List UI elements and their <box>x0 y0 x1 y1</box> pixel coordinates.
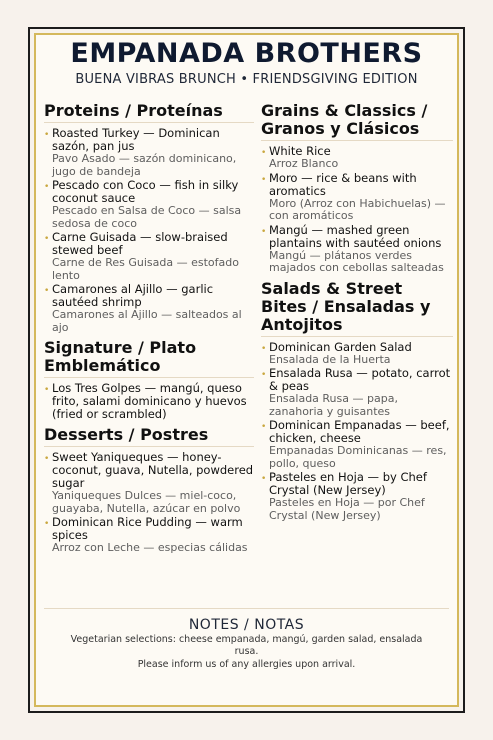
section-heading-desserts: Desserts / Postres <box>44 426 254 447</box>
bullet-icon: • <box>44 454 50 464</box>
bullet-icon: • <box>261 370 267 380</box>
section-grains <box>261 102 453 275</box>
item-name-en: White Rice <box>269 144 331 158</box>
notes-title: NOTES / NOTAS <box>188 617 305 633</box>
desserts-list <box>44 451 254 555</box>
item-name-es: Empanadas Dominicanas — res, pollo, queso <box>269 444 447 470</box>
item-name-en: Pescado con Coco — fish in silky coconut sauce <box>52 178 239 205</box>
item-name-en: Dominican Rice Pudding — warm spices <box>52 515 243 542</box>
item-name-es: Camarones al Ajillo — salteados al ajo <box>52 308 242 334</box>
item-name-es: Carne de Res Guisada — estofado lento <box>52 256 239 282</box>
item-name-en: Mangú — mashed green plantains with sautéed onions <box>269 222 442 250</box>
item-name-es: Arroz con Leche — especias cálidas <box>52 541 248 554</box>
item-name-es: Pavo Asado — sazón dominicano, jugo de bandeja <box>52 152 237 178</box>
bullet-icon: • <box>261 148 267 158</box>
menu-subtitle: BUENA VIBRAS BRUNCH • FRIENDSGIVING EDITION <box>75 72 418 87</box>
bullet-icon: • <box>261 422 267 432</box>
signature-list <box>44 382 254 421</box>
list-item <box>44 231 254 282</box>
list-item <box>261 419 453 470</box>
item-name-es: Yaniqueques Dulces — miel-coco, guayaba, Nutella, azúcar en polvo <box>52 489 241 515</box>
item-name-en: Los Tres Golpes — mangú, queso frito, salami dominicano y huevos (fried or scrambled) <box>52 381 247 421</box>
section-heading-signature: Signature / Plato Emblemático <box>44 339 254 378</box>
list-item <box>44 451 254 515</box>
bullet-icon: • <box>44 234 50 244</box>
item-name-es: Moro (Arroz con Habichuelas) — con aromáticos <box>269 196 446 222</box>
salads-list <box>261 341 453 523</box>
right-column <box>261 102 453 527</box>
item-name-en: Roasted Turkey — Dominican sazón, pan jus <box>52 126 220 153</box>
bullet-icon: • <box>44 182 50 192</box>
bullet-icon: • <box>44 130 50 140</box>
notes-vegetarian: Vegetarian selections: cheese empanada, mangú, garden salad, ensalada rusa. <box>70 634 423 657</box>
list-item <box>261 145 453 171</box>
item-name-es: Arroz Blanco <box>269 157 339 170</box>
section-desserts <box>44 426 254 555</box>
item-name-es: Ensalada Rusa — papa, zanahoria y guisantes <box>269 392 398 418</box>
section-heading-salads: Salads & Street Bites / Ensaladas y Antojitos <box>261 280 453 337</box>
bullet-icon: • <box>261 174 267 185</box>
bullet-icon: • <box>44 519 50 529</box>
bullet-icon: • <box>44 286 50 296</box>
proteins-list <box>44 127 254 334</box>
item-name-en: Dominican Garden Salad <box>269 339 412 354</box>
list-item <box>261 224 453 275</box>
menu-title: EMPANADA BROTHERS <box>70 38 423 69</box>
left-column <box>44 102 254 560</box>
item-name-en: Ensalada Rusa — potato, carrot & peas <box>269 366 451 393</box>
list-item <box>261 341 453 367</box>
bullet-icon: • <box>44 385 50 395</box>
item-name-en: Pasteles en Hoja — by Chef Crystal (New Jersey) <box>269 470 427 497</box>
list-item <box>44 382 254 421</box>
item-name-en: Sweet Yaniqueques — honey-coconut, guava, Nutella, powdered sugar <box>52 450 254 490</box>
section-salads <box>261 280 453 523</box>
section-signature <box>44 339 254 421</box>
item-name-en: Moro — rice & beans with aromatics <box>269 170 417 198</box>
notes-divider <box>44 608 449 609</box>
item-name-en: Camarones al Ajillo — garlic sautéed shrimp <box>52 282 214 309</box>
bullet-icon: • <box>261 226 267 237</box>
list-item <box>44 179 254 230</box>
item-name-es: Ensalada de la Huerta <box>269 352 391 366</box>
item-name-es: Pescado en Salsa de Coco — salsa sedosa de coco <box>52 204 242 230</box>
section-heading-proteins: Proteins / Proteínas <box>44 102 254 123</box>
item-name-en: Dominican Empanadas — beef, chicken, cheese <box>269 418 450 445</box>
list-item <box>44 127 254 178</box>
list-item <box>261 367 453 418</box>
section-proteins <box>44 102 254 334</box>
list-item <box>261 172 453 223</box>
bullet-icon: • <box>261 474 267 484</box>
list-item <box>44 283 254 334</box>
item-name-en: Carne Guisada — slow-braised stewed beef <box>52 230 228 257</box>
item-name-es: Mangú — plátanos verdes majados con cebollas salteadas <box>269 248 444 274</box>
item-name-es: Pasteles en Hoja — por Chef Crystal (New Jersey) <box>269 496 425 522</box>
section-heading-grains: Grains & Classics / Granos y Clásicos <box>261 102 453 141</box>
notes-allergies: Please inform us of any allergies upon arrival. <box>137 659 356 670</box>
bullet-icon: • <box>261 343 267 354</box>
list-item <box>261 471 453 522</box>
grains-list <box>261 145 453 275</box>
list-item <box>44 516 254 555</box>
